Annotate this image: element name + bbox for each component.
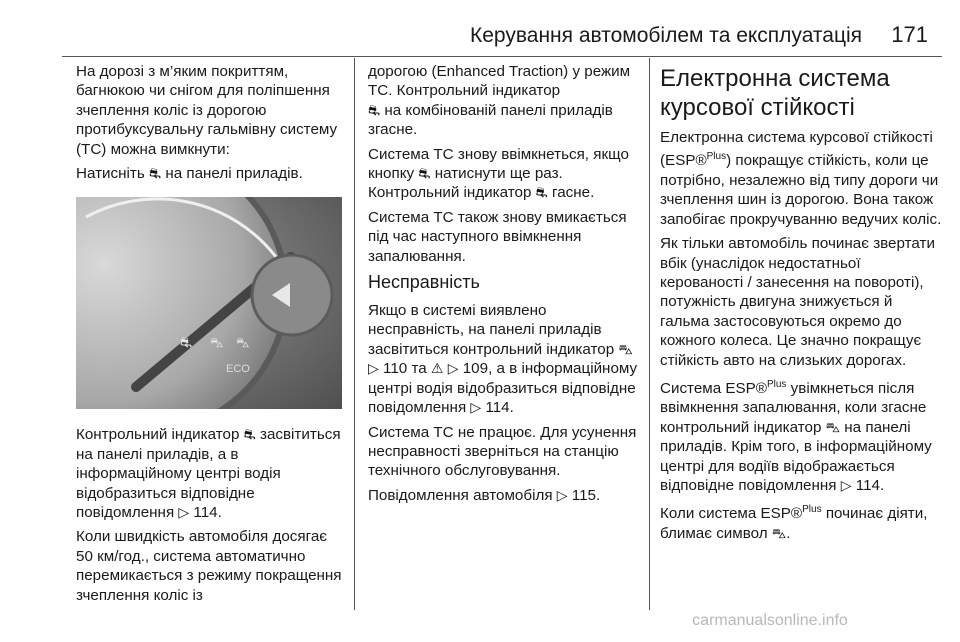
page-ref-icon: ▷ — [178, 504, 190, 521]
paragraph: Система ТС знову ввімкнеться, якщо кнопку ⛐ натиснути ще раз. Контрольний індикатор ⛐ гасне. — [368, 145, 629, 202]
gauge-illustration — [76, 197, 342, 409]
traction-control-icon: ⛐ — [418, 165, 431, 182]
section-heading-esp: Електронна система курсової стійкості — [660, 65, 890, 121]
eco-label: ECO — [226, 363, 250, 376]
column-2 — [368, 62, 644, 510]
paragraph: Повідомлення автомобіля ▷ 115. — [368, 486, 601, 504]
page-number: 171 — [891, 22, 928, 47]
page-header-title: Керування автомобілем та експлуатація — [470, 24, 863, 47]
column-rule-2 — [649, 58, 650, 610]
esp-indicator-icon: ⛍ — [618, 340, 633, 357]
traction-control-icon: ⛐ — [535, 184, 548, 201]
paragraph: Натисніть ⛐ на панелі приладів. — [76, 165, 303, 183]
paragraph: На дорозі з м’яким покриттям, багнюкою чи снігом для поліпшення зчеплення коліс із дорогою протибуксувальну гальмівну систему (ТС) можна вимкнути: — [76, 63, 338, 158]
page-ref-icon: ▷ — [447, 360, 459, 377]
esp-indicator-icon: ⛍ — [825, 418, 841, 435]
page-ref-icon: ▷ — [556, 486, 568, 503]
column-rule-1 — [354, 58, 355, 610]
header-rule — [62, 56, 942, 57]
column-3 — [660, 62, 942, 548]
paragraph: дорогою (Enhanced Traction) у режим ТС. Контрольний індикатор ⛐ на комбінованій панелі приладів згасне. — [368, 63, 631, 139]
traction-control-icon: ⛐ — [243, 426, 256, 443]
paragraph: Коли швидкість автомобіля досягає 50 км/год., система автоматично перемикається з режиму покращення зчеплення коліс із — [76, 528, 342, 604]
watermark: carmanualsonline.info — [692, 612, 848, 629]
paragraph: Система ESP®$^{Plus}$ увімкнеться після ввімкнення запалювання, коли згасне контрольний індикатор ⛍ на панелі приладів. Крім того, в інформаційному центрі для водіїв відображається відповідне повідомлення ▷ 114. — [660, 378, 932, 495]
paragraph: Коли система ESP®$^{Plus}$ починає діяти, блимає символ ⛍. — [660, 504, 928, 542]
section-heading-fault: Несправність — [368, 272, 480, 293]
tc-indicator-icon: ⛐ — [180, 335, 193, 352]
paragraph: Контрольний індикатор ⛐ засвітиться на панелі приладів, а в інформаційному центрі водія відобразиться відповідне повідомлення ▷ 114. — [76, 426, 341, 522]
page-ref-icon: ▷ — [368, 360, 379, 377]
traction-control-icon: ⛐ — [148, 165, 162, 182]
traction-control-icon: ⛐ — [368, 101, 381, 118]
service-indicator-icon: ⚠ — [430, 360, 444, 377]
esp-indicator-icon: ⛍ — [771, 524, 787, 541]
warning-icon: ⛍ — [210, 336, 224, 352]
page-ref-icon: ▷ — [470, 399, 482, 416]
paragraph: Якщо в системі виявлено несправність, на панелі приладів засвітиться контрольний індикатор ⛍ ▷ 110 та ⚠ ▷ 109, а в інформаційному центрі водія відобразиться відповідне повідомлення ▷ 114. — [368, 302, 638, 417]
paragraph: Система ТС не працює. Для усунення несправності зверніться на станцію технічного обслуговування. — [368, 423, 637, 480]
column-1 — [76, 62, 346, 610]
paragraph: Електронна система курсової стійкості (ESP®$^{Plus}$) покращує стійкість, коли це потрібно, незалежно від типу дороги чи зчеплення шин із дорогою. Вона також запобігає прокручуванню ведучих коліс. — [660, 129, 942, 228]
instrument-cluster-figure — [76, 197, 342, 409]
paragraph: Як тільки автомобіль починає звертати вбік (унаслідок недостатньої керованості / занесення на повороті), потужність двигуна знижується й гальма застосовуються окремо до кожного колеса. Це значно покращує стійкість авто на слизьких дорогах. — [660, 235, 935, 369]
page-ref-icon: ▷ — [840, 477, 852, 494]
indicator-icon: ⛍ — [236, 336, 250, 352]
paragraph: Система ТС також знову вмикається під час наступного ввімкнення запалювання. — [368, 208, 627, 265]
